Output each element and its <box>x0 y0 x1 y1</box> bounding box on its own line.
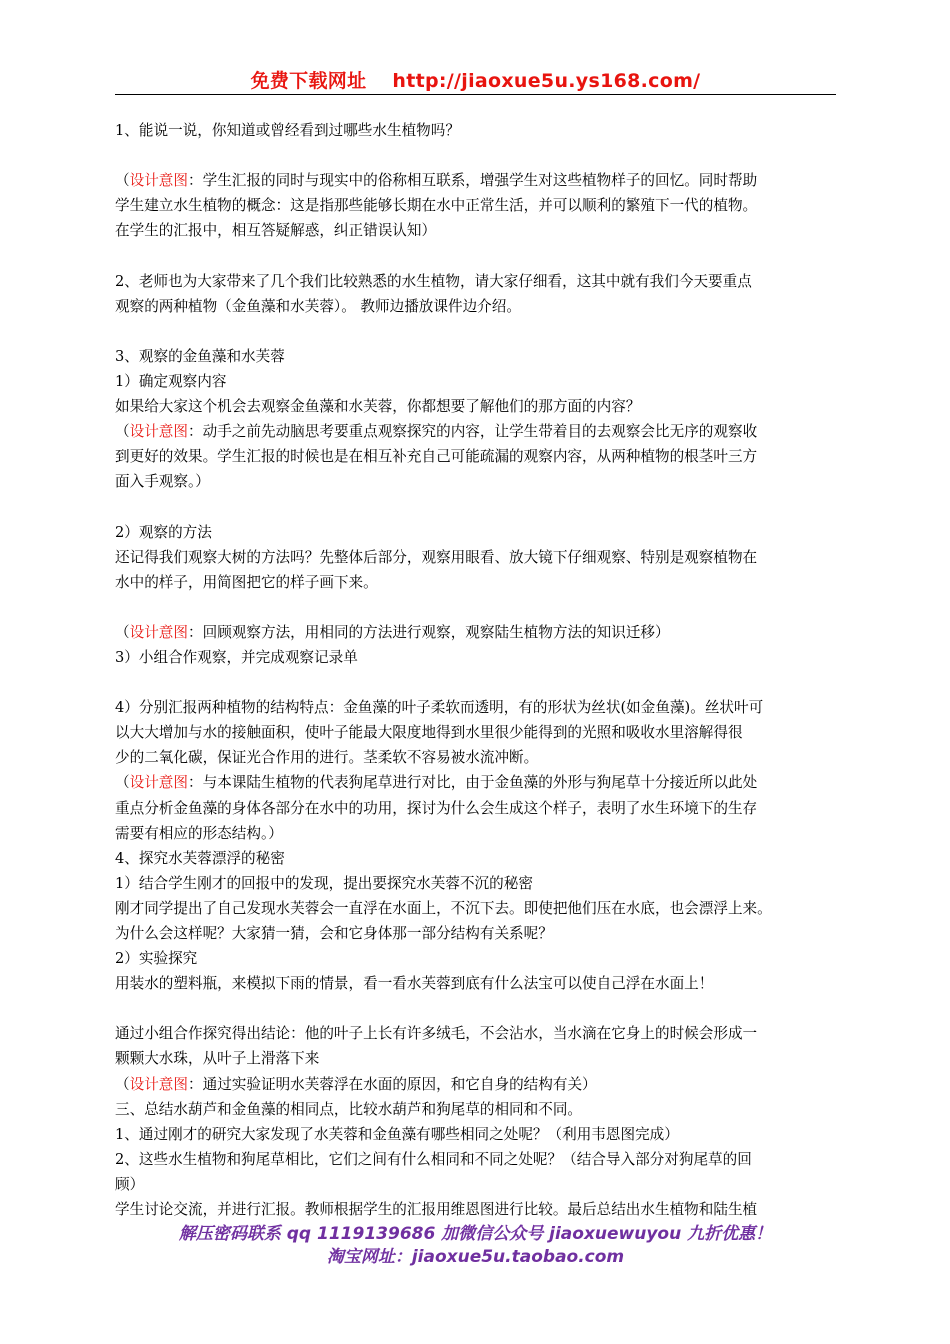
sub-heading: 2）实验探究 <box>115 950 198 968</box>
sub-heading: 3）小组合作观察，并完成观察记录单 <box>115 648 358 666</box>
design-intent-line: （设计意图：学生汇报的同时与现实中的俗称相互联系，增强学生对这些植物样子的回忆。同时帮助 <box>115 172 758 190</box>
paragraph-line: 学生讨论交流，并进行汇报。教师根据学生的汇报用维恩图进行比较。最后总结出水生植物和陆生植 <box>115 1201 758 1219</box>
paragraph-line: 以大大增加与水的接触面积，使叶子能最大限度地得到水里很少能得到的光照和吸收水里溶解得很 <box>115 724 743 742</box>
design-intent-line: （设计意图：与本课陆生植物的代表狗尾草进行对比，由于金鱼藻的外形与狗尾草十分接近所以此处 <box>115 774 758 792</box>
paragraph-line: 在学生的汇报中，相互答疑解惑，纠正错误认知） <box>115 222 437 240</box>
sub-heading: 2）观察的方法 <box>115 523 212 541</box>
paragraph-line: 顾） <box>115 1175 145 1193</box>
design-intent-tag: 设计意图 <box>129 172 188 190</box>
footer-contact: 解压密码联系 qq 1119139686 加微信公众号 jiaoxuewuyou 九折优惠！ <box>178 1224 773 1244</box>
sub-heading: 1）结合学生刚才的回报中的发现，提出要探究水芙蓉不沉的秘密 <box>115 874 533 892</box>
section-heading: 3、观察的金鱼藻和水芙蓉 <box>115 347 285 365</box>
header-label: 免费下载网址 <box>250 70 367 92</box>
paragraph-line: 通过小组合作探究得出结论：他的叶子上长有许多绒毛，不会沾水，当水滴在它身上的时候会形成一 <box>115 1025 758 1043</box>
footer-shop-url[interactable]: 淘宝网址：jiaoxue5u.taobao.com <box>326 1247 625 1267</box>
design-intent-tag: 设计意图 <box>129 1075 188 1093</box>
paragraph-line: 2、老师也为大家带来了几个我们比较熟悉的水生植物，请大家仔细看，这其中就有我们今天要重点 <box>115 272 752 290</box>
paragraph-line: 少的二氧化碳，保证光合作用的进行。茎柔软不容易被水流冲断。 <box>115 749 539 767</box>
paragraph-line: 用装水的塑料瓶，来模拟下雨的情景，看一看水芙蓉到底有什么法宝可以使自己浮在水面上！ <box>115 975 714 993</box>
design-intent-line: （设计意图：通过实验证明水芙蓉浮在水面的原因，和它自身的结构有关） <box>115 1075 597 1093</box>
paragraph-line: 如果给大家这个机会去观察金鱼藻和水芙蓉，你都想要了解他们的那方面的内容？ <box>115 398 641 416</box>
design-intent-tag: 设计意图 <box>129 623 188 641</box>
design-intent-tag: 设计意图 <box>129 774 188 792</box>
paragraph-line: 2、这些水生植物和狗尾草相比，它们之间有什么相同和不同之处呢？（结合导入部分对狗尾草的回 <box>115 1150 752 1168</box>
page-header <box>115 66 836 93</box>
section-heading: 三、总结水葫芦和金鱼藻的相同点，比较水葫芦和狗尾草的相同和不同。 <box>115 1100 583 1118</box>
paragraph-line: 学生建立水生植物的概念：这是指那些能够长期在水中正常生活，并可以顺利的繁殖下一代的植物。 <box>115 197 758 215</box>
paragraph-line: 1、能说一说，你知道或曾经看到过哪些水生植物吗？ <box>115 122 460 139</box>
paragraph-line: 水中的样子，用简图把它的样子画下来。 <box>115 573 378 591</box>
design-intent-line: （设计意图：回顾观察方法，用相同的方法进行观察，观察陆生植物方法的知识迁移） <box>115 623 670 641</box>
paragraph-line: 1、通过刚才的研究大家发现了水芙蓉和金鱼藻有哪些相同之处呢？（利用韦恩图完成） <box>115 1125 679 1143</box>
paragraph-line: 4）分别汇报两种植物的结构特点：金鱼藻的叶子柔软而透明，有的形状为丝状(如金鱼藻)。丝状叶可 <box>115 699 764 717</box>
paragraph-line: 颗颗大水珠，从叶子上滑落下来 <box>115 1050 320 1068</box>
paragraph-line: 重点分析金鱼藻的身体各部分在水中的功用，探讨为什么会生成这个样子，表明了水生环境下的生存 <box>115 799 758 817</box>
design-intent-line: （设计意图：动手之前先动脑思考要重点观察探究的内容，让学生带着目的去观察会比无序的观察收 <box>115 423 758 441</box>
section-heading: 4、探究水芙蓉漂浮的秘密 <box>115 849 285 867</box>
paragraph-line: 到更好的效果。学生汇报的时候也是在相互补充自己可能疏漏的观察内容，从两种植物的根茎叶三方 <box>115 448 758 466</box>
document-body <box>115 118 845 1222</box>
sub-heading: 1）确定观察内容 <box>115 372 227 390</box>
paragraph-line: 为什么会这样呢？大家猜一猜，会和它身体那一部分结构有关系呢？ <box>115 925 553 942</box>
paragraph-line: 刚才同学提出了自己发现水芙蓉会一直浮在水面上，不沉下去。即使把他们压在水底，也会漂浮上来。 <box>115 899 772 917</box>
paragraph-line: 面入手观察。） <box>115 473 210 491</box>
paragraph-line: 观察的两种植物（金鱼藻和水芙蓉）。 教师边播放课件边介绍。 <box>115 297 521 315</box>
design-intent-tag: 设计意图 <box>129 423 188 441</box>
paragraph-line: 需要有相应的形态结构。） <box>115 824 283 842</box>
paragraph-line: 还记得我们观察大树的方法吗？先整体后部分，观察用眼看、放大镜下仔细观察、特别是观察植物在 <box>115 548 758 566</box>
header-url[interactable]: http://jiaoxue5u.ys168.com/ <box>392 70 701 92</box>
header-divider <box>115 94 836 95</box>
